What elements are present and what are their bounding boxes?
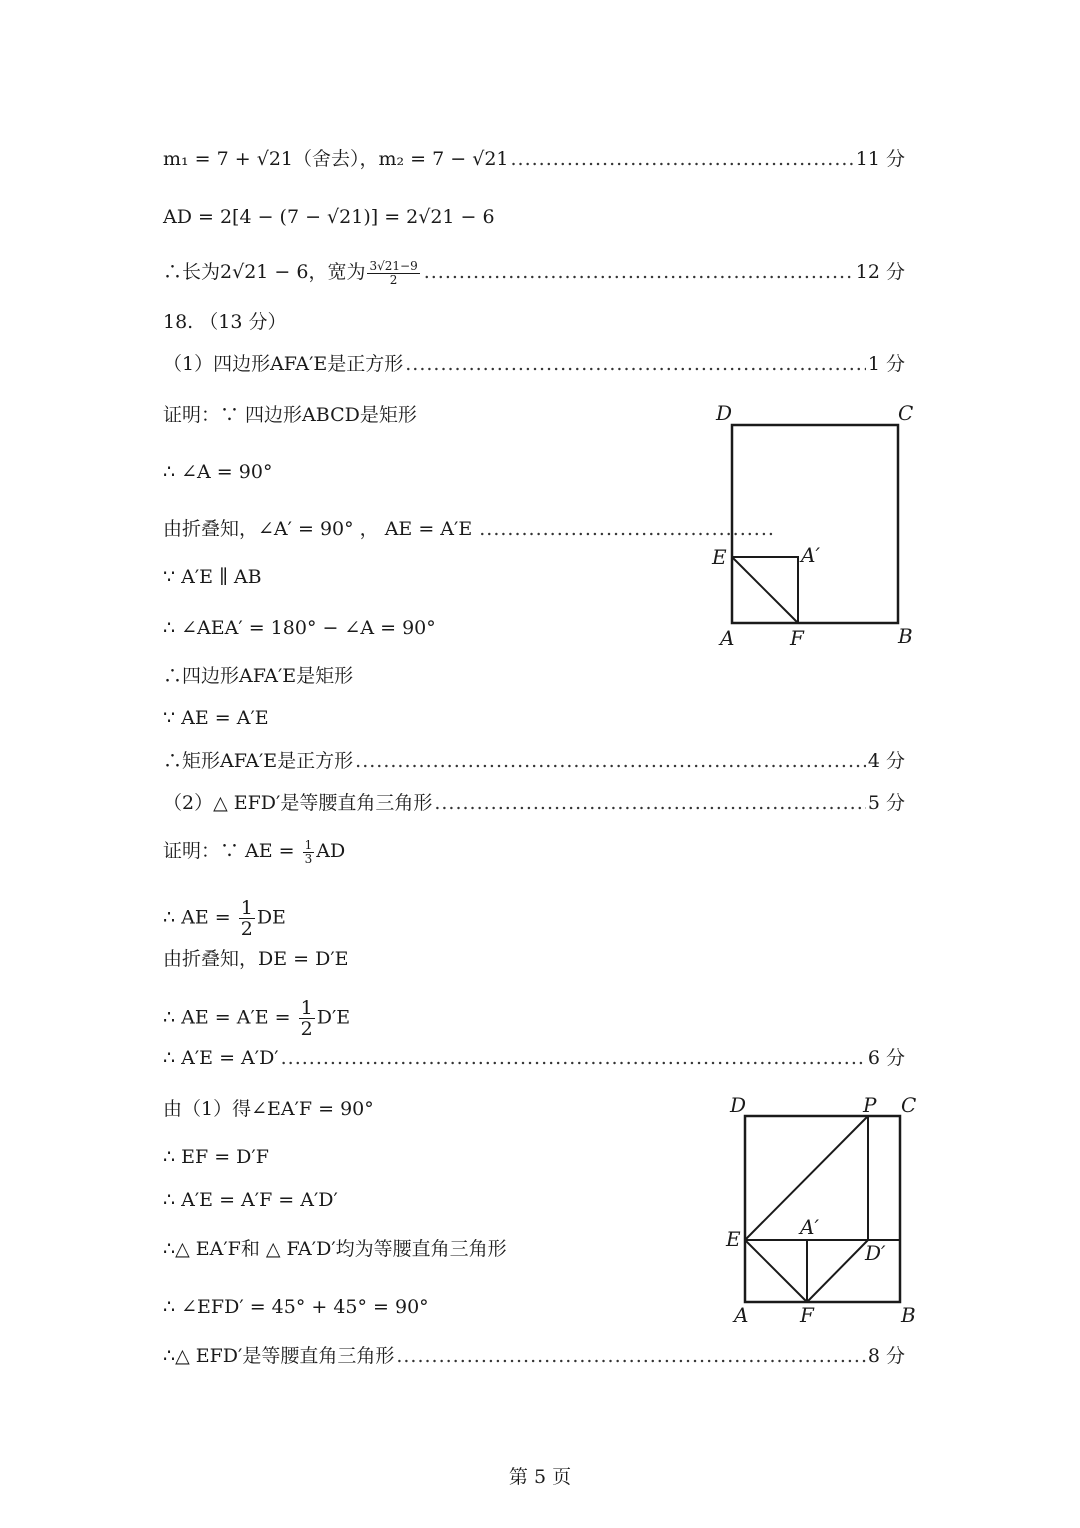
score-points: 6 分	[867, 1047, 905, 1069]
ad-expression: AD = 2[4 − (7 − √21)] = 2√21 − 6	[163, 206, 495, 228]
final-conclusion	[163, 1343, 905, 1369]
segment-f-d-prime	[807, 1240, 868, 1302]
part-2-claim	[163, 790, 905, 816]
label-c: C	[901, 1093, 917, 1117]
square-conclusion	[163, 748, 905, 774]
solution-line-m-values	[163, 146, 905, 172]
ae-half-tail: DE	[256, 906, 286, 929]
part-1-claim	[163, 351, 905, 377]
fraction-numerator: 1	[304, 837, 313, 852]
label-b: B	[901, 1303, 916, 1327]
fold-statement-1-text: 由折叠知，∠A′ = 90° ， AE = A′E	[163, 518, 473, 540]
solution-line-dimensions	[163, 259, 905, 287]
ae-ae-prefix: ∴ AE = A′E =	[163, 1006, 291, 1029]
proof-2-intro	[163, 838, 345, 866]
parallel-statement: ∵ A′E ∥ AB	[163, 566, 262, 588]
score-points: 4 分	[867, 750, 905, 772]
part-1-text: （1）四边形AFA′E是正方形	[163, 353, 404, 375]
fraction-numerator: 1	[240, 897, 253, 919]
label-d: D	[730, 1093, 747, 1117]
label-e: E	[726, 1227, 741, 1251]
ae-half-de	[163, 898, 286, 939]
fraction-denominator: 2	[300, 1018, 313, 1040]
ae-ad-text: ∴ A′E = A′D′	[163, 1047, 279, 1069]
fraction-denominator: 3	[304, 851, 313, 866]
proof-1-intro: 证明：∵ 四边形ABCD是矩形	[163, 404, 417, 426]
label-d: D	[716, 401, 733, 425]
m-values-text: m₁ = 7 + √21（舍去），m₂ = 7 − √21	[163, 148, 509, 170]
ae-ad-statement	[163, 1045, 905, 1071]
fraction-denominator: 2	[240, 918, 253, 940]
score-points: 11 分	[855, 148, 905, 170]
rectangle-abcd	[732, 425, 898, 623]
leader-dots	[511, 146, 854, 172]
width-fraction	[367, 260, 419, 287]
label-p: P	[863, 1093, 877, 1117]
one-half-fraction	[239, 898, 255, 939]
leader-dots: ..........................................	[472, 518, 775, 540]
rectangle-fold-figure-2	[720, 1088, 940, 1338]
label-a-prime: A′	[801, 543, 820, 567]
rectangle-statement: ∴四边形AFA′E是矩形	[163, 665, 354, 687]
fold-statement-1	[163, 516, 775, 542]
segment-ef	[745, 1240, 807, 1302]
label-b: B	[898, 624, 913, 648]
score-points: 12 分	[855, 261, 905, 283]
leader-dots	[434, 790, 866, 816]
dimensions-prefix: ∴长为2√21 − 6，宽为	[163, 261, 366, 283]
rectangle-fold-figure-1	[700, 395, 940, 655]
both-isosceles-right: ∴△ EA′F和 △ FA′D′均为等腰直角三角形	[163, 1238, 507, 1260]
final-conclusion-text: ∴△ EFD′是等腰直角三角形	[163, 1345, 395, 1367]
label-a: A	[734, 1303, 749, 1327]
ef-equals: ∴ EF = D′F	[163, 1146, 269, 1168]
fold-line-ef	[732, 557, 798, 623]
proof-2-tail: AD	[316, 840, 346, 862]
fraction-denominator: 2	[389, 272, 398, 287]
ae-equals-statement: ∵ AE = A′E	[163, 707, 269, 729]
label-a-prime: A′	[800, 1215, 819, 1239]
rectangle-abcd	[745, 1116, 900, 1302]
three-equal-segments: ∴ A′E = A′F = A′D′	[163, 1189, 338, 1211]
score-points: 8 分	[867, 1345, 905, 1367]
question-number: 18. （13 分）	[163, 311, 287, 333]
ae-half-prefix: ∴ AE =	[163, 906, 231, 929]
ae-ae-half-de	[163, 998, 350, 1039]
angle-aea-statement: ∴ ∠AEA′ = 180° − ∠A = 90°	[163, 617, 436, 639]
fraction-numerator: 1	[300, 997, 313, 1019]
score-points: 5 分	[867, 792, 905, 814]
one-half-fraction	[299, 998, 315, 1039]
leader-dots	[281, 1045, 866, 1071]
proof-2-prefix: 证明：∵ AE =	[163, 840, 295, 862]
angle-sum-statement: ∴ ∠EFD′ = 45° + 45° = 90°	[163, 1296, 429, 1318]
label-d-prime: D′	[865, 1241, 886, 1265]
one-third-fraction	[303, 839, 315, 866]
dimensions-text	[163, 259, 422, 287]
angle-a-90: ∴ ∠A = 90°	[163, 461, 273, 483]
label-f: F	[800, 1303, 814, 1327]
label-f: F	[790, 626, 804, 650]
leader-dots	[405, 351, 866, 377]
part-2-text: （2）△ EFD′是等腰直角三角形	[163, 792, 433, 814]
fraction-numerator: 3√21−9	[369, 258, 418, 273]
label-c: C	[898, 401, 914, 425]
leader-dots	[424, 259, 854, 285]
from-part-1: 由（1）得∠EA′F = 90°	[163, 1098, 374, 1120]
label-e: E	[712, 545, 727, 569]
score-points: 1 分	[867, 353, 905, 375]
page-number: 第 5 页	[508, 1466, 572, 1488]
label-a: A	[720, 626, 735, 650]
square-conclusion-text: ∴矩形AFA′E是正方形	[163, 750, 354, 772]
leader-dots	[355, 748, 866, 774]
ae-ae-tail: D′E	[316, 1006, 351, 1029]
fold-statement-2: 由折叠知，DE = D′E	[163, 948, 349, 970]
leader-dots	[396, 1343, 866, 1369]
